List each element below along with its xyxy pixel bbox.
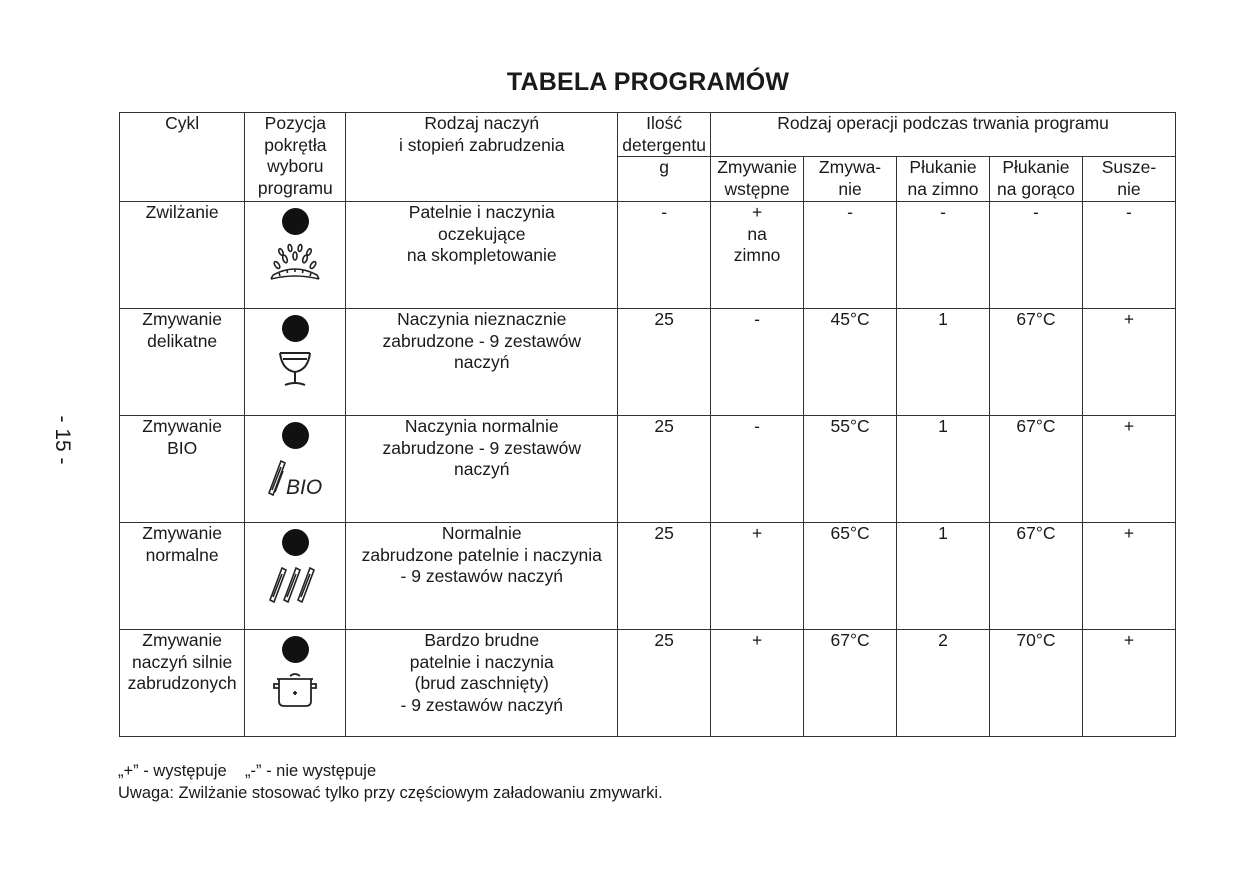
op-wash: 55°C bbox=[804, 416, 897, 523]
dial-dot-icon bbox=[282, 208, 309, 235]
op-prewash: + na zimno bbox=[711, 202, 804, 309]
detergent-amount: 25 bbox=[618, 416, 711, 523]
op-drying: + bbox=[1082, 309, 1175, 416]
op-hot-rinse: 70°C bbox=[989, 630, 1082, 737]
op-wash: 67°C bbox=[804, 630, 897, 737]
header-op-cold-rinse: Płukanie na zimno bbox=[897, 157, 990, 202]
dish-description: Naczynia normalnie zabrudzone - 9 zestawów naczyń bbox=[346, 416, 618, 523]
pot-icon bbox=[271, 671, 319, 709]
dial-dot-icon bbox=[282, 529, 309, 556]
op-hot-rinse: 67°C bbox=[989, 416, 1082, 523]
detergent-amount: 25 bbox=[618, 309, 711, 416]
header-position: Pozycja pokrętła wyboru programu bbox=[245, 113, 346, 202]
spray-icon bbox=[267, 243, 323, 283]
header-op-hot-rinse: Płukanie na gorąco bbox=[989, 157, 1082, 202]
cycle-name: Zmywanie normalne bbox=[120, 523, 245, 630]
op-cold-rinse: 1 bbox=[897, 416, 990, 523]
op-prewash: + bbox=[711, 523, 804, 630]
legend-symbols: „+” - występuje „-” - nie występuje bbox=[118, 762, 377, 780]
detergent-amount: 25 bbox=[618, 630, 711, 737]
program-table bbox=[119, 112, 1176, 737]
op-cold-rinse: 1 bbox=[897, 309, 990, 416]
cycle-name: Zmywanie naczyń silnie zabrudzonych bbox=[120, 630, 245, 737]
header-op-drying: Susze- nie bbox=[1082, 157, 1175, 202]
legend-note: Uwaga: Zwilżanie stosować tylko przy częściowym załadowaniu zmywarki. bbox=[118, 784, 663, 802]
op-cold-rinse: 1 bbox=[897, 523, 990, 630]
op-hot-rinse: - bbox=[989, 202, 1082, 309]
cycle-name: Zmywanie delikatne bbox=[120, 309, 245, 416]
dial-dot-icon bbox=[282, 636, 309, 663]
dial-dot-icon bbox=[282, 315, 309, 342]
op-prewash: + bbox=[711, 630, 804, 737]
program-icon-cell bbox=[245, 202, 346, 309]
legend bbox=[118, 760, 663, 804]
program-icon-cell bbox=[245, 416, 346, 523]
dial-dot-icon bbox=[282, 422, 309, 449]
table-row bbox=[120, 523, 1176, 630]
program-icon-cell bbox=[245, 630, 346, 737]
cycle-name: Zmywanie BIO bbox=[120, 416, 245, 523]
three-plates-icon bbox=[268, 564, 322, 606]
dish-description: Naczynia nieznacznie zabrudzone - 9 zestawów naczyń bbox=[346, 309, 618, 416]
page-title: TABELA PROGRAMÓW bbox=[506, 68, 790, 96]
op-cold-rinse: - bbox=[897, 202, 990, 309]
table-row bbox=[120, 309, 1176, 416]
op-prewash: - bbox=[711, 309, 804, 416]
program-icon-cell bbox=[245, 309, 346, 416]
detergent-amount: 25 bbox=[618, 523, 711, 630]
table-row bbox=[120, 416, 1176, 523]
op-drying: + bbox=[1082, 523, 1175, 630]
op-wash: 65°C bbox=[804, 523, 897, 630]
op-cold-rinse: 2 bbox=[897, 630, 990, 737]
detergent-amount: - bbox=[618, 202, 711, 309]
program-icon-cell bbox=[245, 523, 346, 630]
op-wash: - bbox=[804, 202, 897, 309]
dish-description: Normalnie zabrudzone patelnie i naczynia - 9 zestawów naczyń bbox=[346, 523, 618, 630]
wine-glass-icon bbox=[275, 350, 315, 388]
op-prewash: - bbox=[711, 416, 804, 523]
header-op-prewash: Zmywanie wstępne bbox=[711, 157, 804, 202]
cycle-name: Zwilżanie bbox=[120, 202, 245, 309]
dish-description: Patelnie i naczynia oczekujące na skompletowanie bbox=[346, 202, 618, 309]
op-drying: - bbox=[1082, 202, 1175, 309]
header-operations: Rodzaj operacji podczas trwania programu bbox=[711, 113, 1176, 157]
bio-plate-icon bbox=[267, 457, 323, 499]
header-cycle: Cykl bbox=[120, 113, 245, 202]
dish-description: Bardzo brudne patelnie i naczynia (brud zaschnięty) - 9 zestawów naczyń bbox=[346, 630, 618, 737]
header-dish-type: Rodzaj naczyń i stopień zabrudzenia bbox=[346, 113, 618, 202]
svg-text:BIO: BIO bbox=[286, 476, 323, 499]
table-row bbox=[120, 630, 1176, 737]
header-detergent: Ilość detergentu bbox=[618, 113, 711, 157]
op-hot-rinse: 67°C bbox=[989, 309, 1082, 416]
op-drying: + bbox=[1082, 630, 1175, 737]
table-row bbox=[120, 202, 1176, 309]
header-op-wash: Zmywa- nie bbox=[804, 157, 897, 202]
page-number: - 15 - bbox=[51, 415, 74, 465]
header-detergent-unit: g bbox=[618, 157, 711, 202]
op-hot-rinse: 67°C bbox=[989, 523, 1082, 630]
op-wash: 45°C bbox=[804, 309, 897, 416]
op-drying: + bbox=[1082, 416, 1175, 523]
